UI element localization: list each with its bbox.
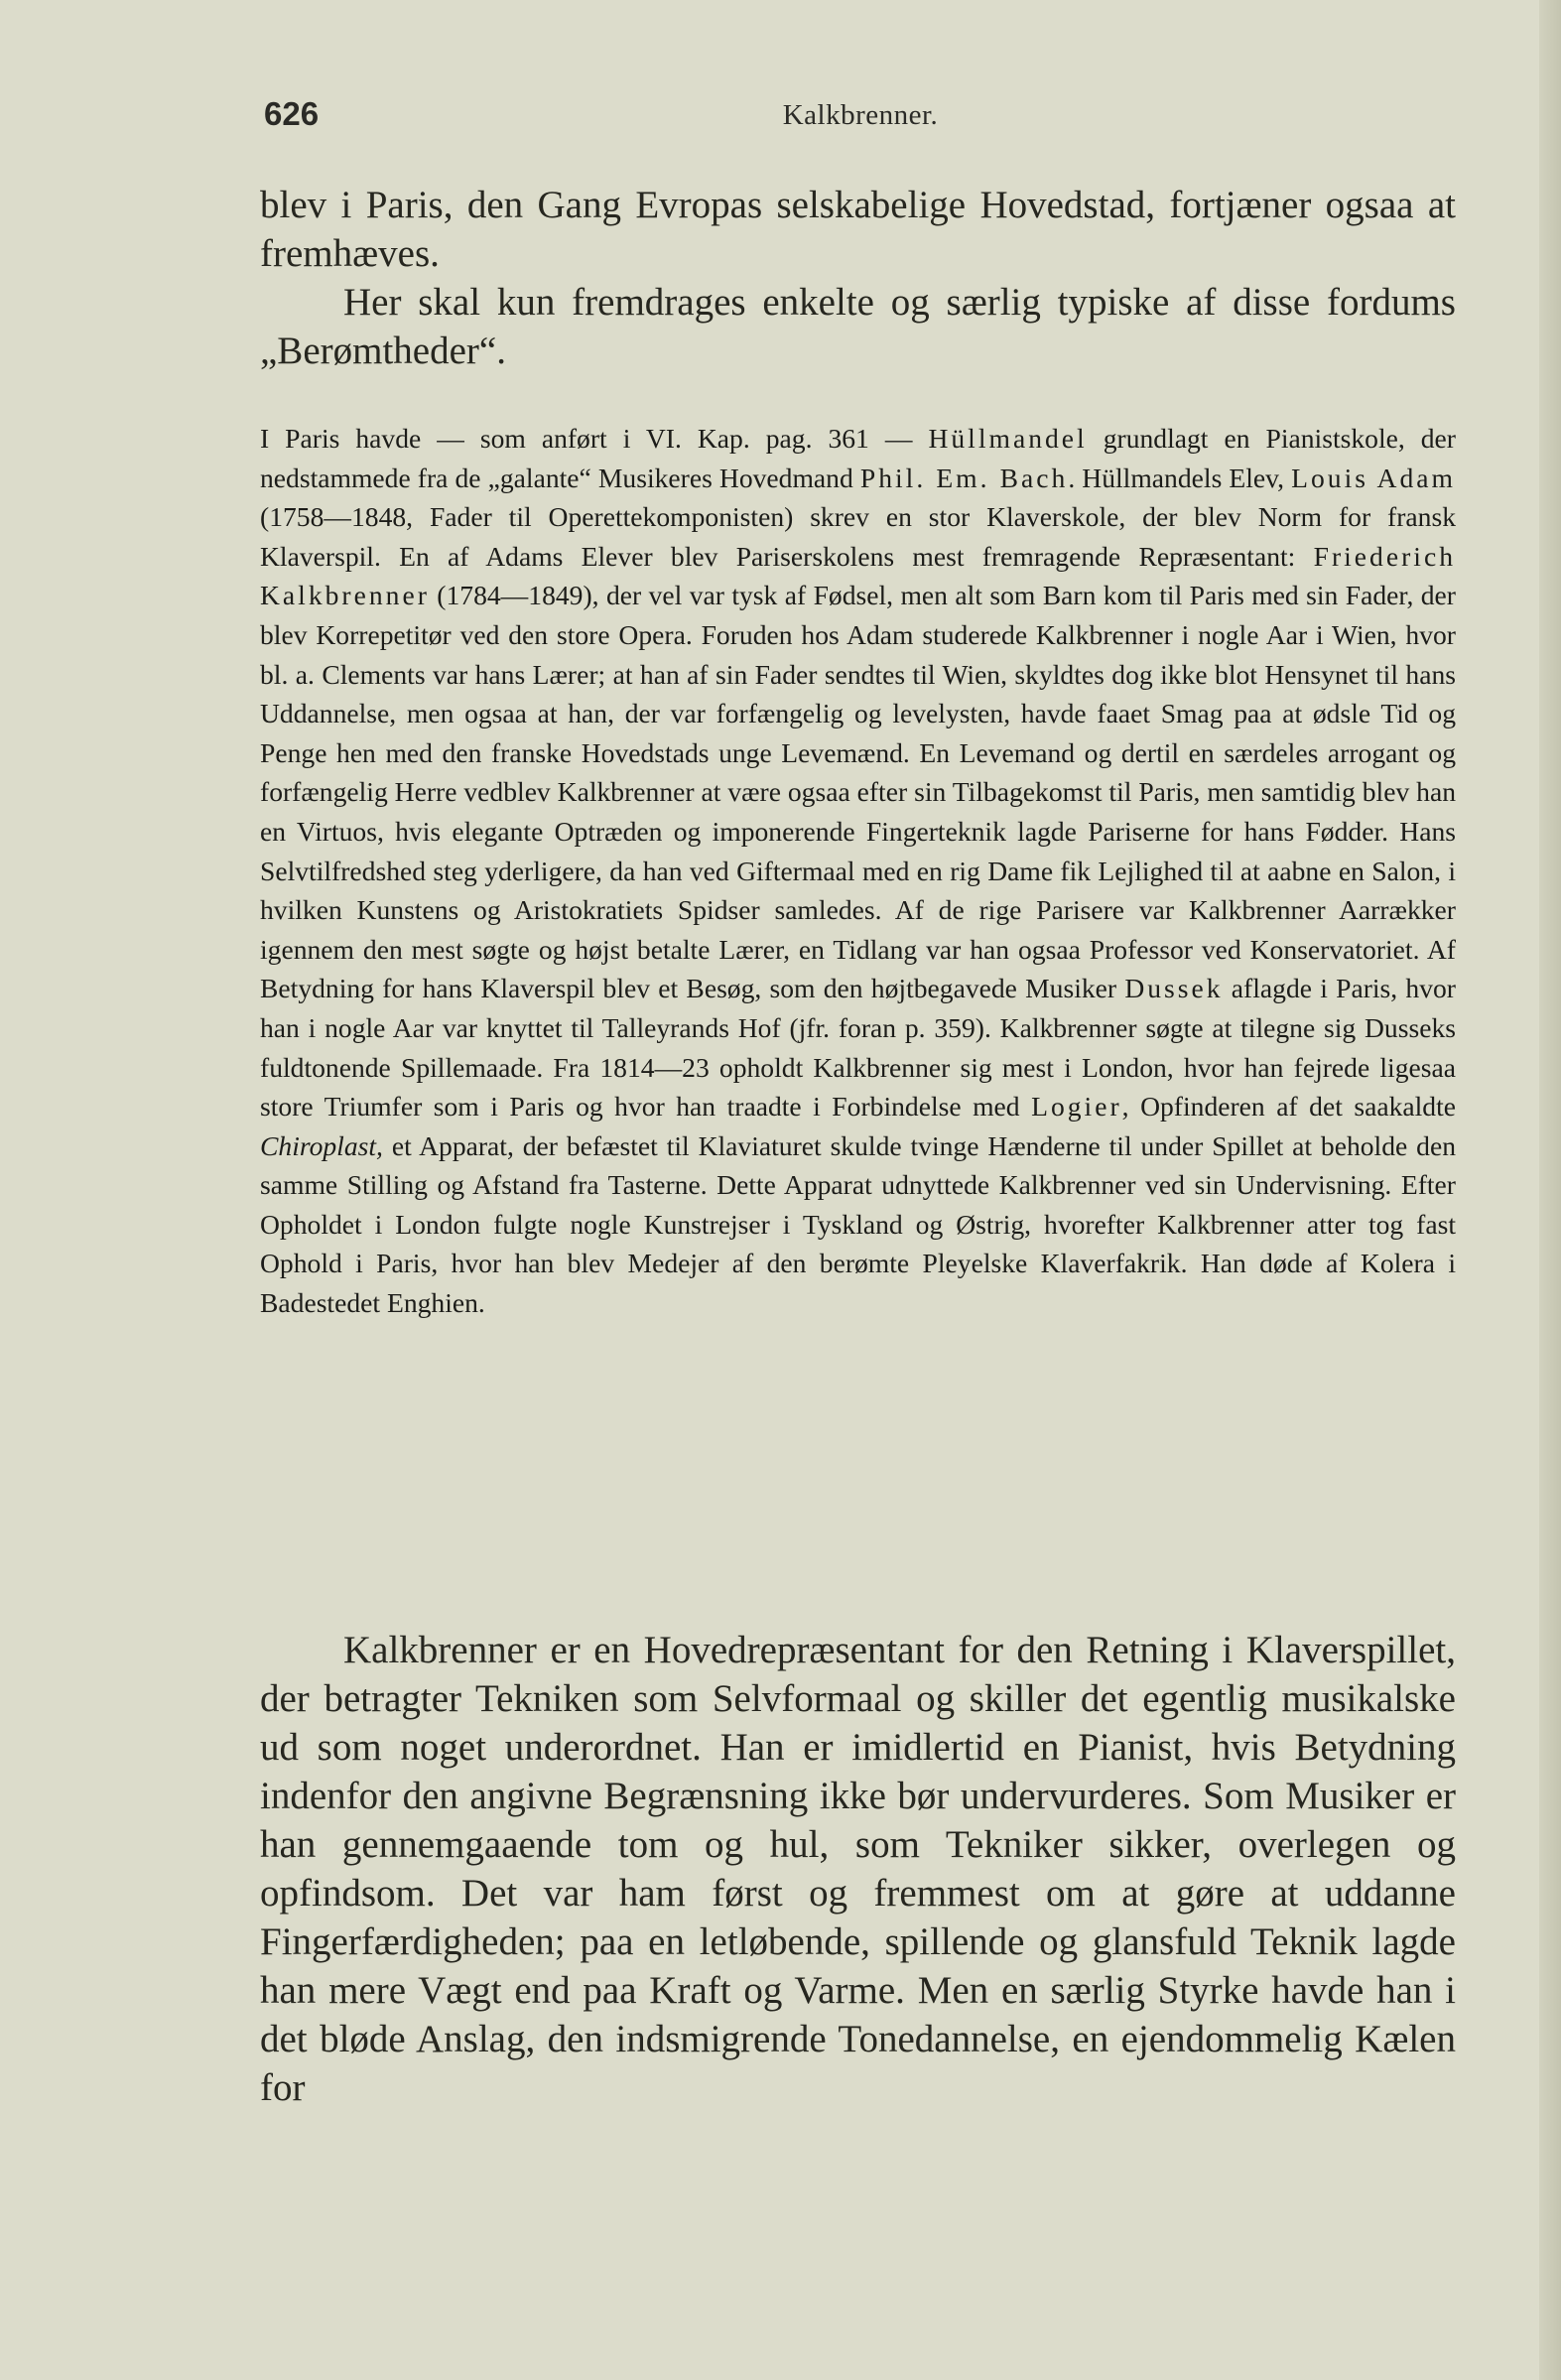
intro-paragraph-2: Her skal kun fremdrages enkelte og særlig typiske af disse fordums „Berømtheder“. [260,281,1456,372]
text-run: et Apparat, der befæstet til Klaviaturet skulde tvinge Hænderne til under Spillet at beholde den samme Stilling og Afstand fra Tasterne. Dette Apparat udnyttede Kalkbrenner ved sin Undervisning. Efter Opholdet i London fulgte nogle Kunstrejser i Tyskland og Østrig, hvorefter Kalkbrenner atter tog fast Ophold i Paris, hvor han blev Medejer af den berømte Pleyelske Klaverfakrik. Han døde af Kolera i Badestedet Enghien. [260,1129,1456,1319]
text-run: (1784—1849), der vel var tysk af Fødsel, men alt som Barn kom til Paris med sin Fader, der blev Korrepetitør ved den store Opera. Foruden hos Adam studerede Kalkbrenner i nogle Aar i Wien, hvor bl. a. Clements var hans Lærer; at han af sin Fader sendtes til Wien, skyldtes dog ikke blot Hensynet til hans Uddannelse, men ogsaa at han, der var forfængelig og levelysten, havde faaet Smag paa at ødsle Tid og Penge hen med den franske Hovedstads unge Levemænd. En Levemand og dertil en særdeles arrogant og forfængelig Herre vedblev Kalkbrenner at være ogsaa efter sin Tilbagekomst til Paris, men samtidig blev han en Virtuos, hvis elegante Optræden og imponerende Fingerteknik lagde Pariserne for hans Fødder. Hans Selvtilfredshed steg yderligere, da han ved Giftermaal med en rig Dame fik Lejlighed til at aabne en Salon, i hvilken Kunstens og Aristokratiets Spidser samledes. Af de rige Parisere var Kalkbrenner Aarrækker igennem den mest søgte og højst betalte Lærer, en Tidlang var han ogsaa Professor ved Konservatoriet. Af Betydning for hans Klaverspil blev et Besøg, som den højtbegavede Musiker [260,580,1456,1004]
text-run: (1758—1848, Fader til Operettekomponisten) skrev en stor Klaverskole, der blev Norm for fransk Klaverspil. En af Adams Elever blev Pariserskolens mest fremragende Repræsentant: [260,501,1456,572]
person-name-phil-bach: Phil. Em. Bach [859,462,1069,493]
small-print-paragraph [260,419,1456,1323]
person-name-dussek: Dussek [1124,973,1224,1004]
text-run: grundlagt en Pianistskole, der nedstammede fra de „galante“ Musikeres Hovedmand [260,423,1456,493]
small-print-section [260,419,1456,1323]
text-run: , Opfinderen af det saakaldte [1121,1091,1457,1123]
term-chiroplast: Chiroplast, [260,1129,383,1161]
running-head: Kalkbrenner. [782,99,939,131]
person-name-hullmandel: Hüllmandel [928,423,1088,454]
person-name-logier: Logier [1031,1091,1122,1123]
text-run: aflagde i Paris, hvor han i nogle Aar var knyttet til Talleyrands Hof (jfr. foran p. 359). Kalkbrenner søgte at tilegne sig Dusseks fuldtonende Spillemaade. Fra 1814—23 opholdt Kalkbrenner sig mest i London, hvor han fejrede ligesaa store Triumfer som i Paris og hvor han traadte i Forbindelse med [260,973,1456,1123]
text-run: . Hüllmandels Elev, [1068,462,1292,493]
person-name-kalkbrenner: Friederich Kalkbrenner [260,540,1456,611]
intro-paragraph-1: blev i Paris, den Gang Evropas selskabelige Hovedstad, fortjæner ogsaa at fremhæves. [260,184,1456,275]
person-name-adam: Louis Adam [1291,462,1456,493]
intro-text [260,181,1456,375]
page-edge [1539,0,1561,2380]
closing-text [260,1626,1456,2112]
page-number: 626 [264,95,320,132]
page-header [260,95,1461,145]
closing-paragraph: Kalkbrenner er en Hovedrepræsentant for den Retning i Klaverspillet, der betragter Tekniken som Selvformaal og skiller det egentlig musikalske ud som noget underordnet. Han er imidlertid en Pianist, hvis Betydning indenfor den angivne Begrænsning ikke bør undervurderes. Som Musiker er han gennemgaaende tom og hul, som Tekniker sikker, overlegen og opfindsom. Det var ham først og fremmest om at gøre at uddanne Fingerfærdigheden; paa en letløbende, spillende og glansfuld Teknik lagde han mere Vægt end paa Kraft og Varme. Men en særlig Styrke havde han i det bløde Anslag, den indsmigrende Tonedannelse, en ejendommelig Kælen for [260,1629,1456,2109]
text-run: I Paris havde — som anført i VI. Kap. pag. 361 — [260,423,929,454]
